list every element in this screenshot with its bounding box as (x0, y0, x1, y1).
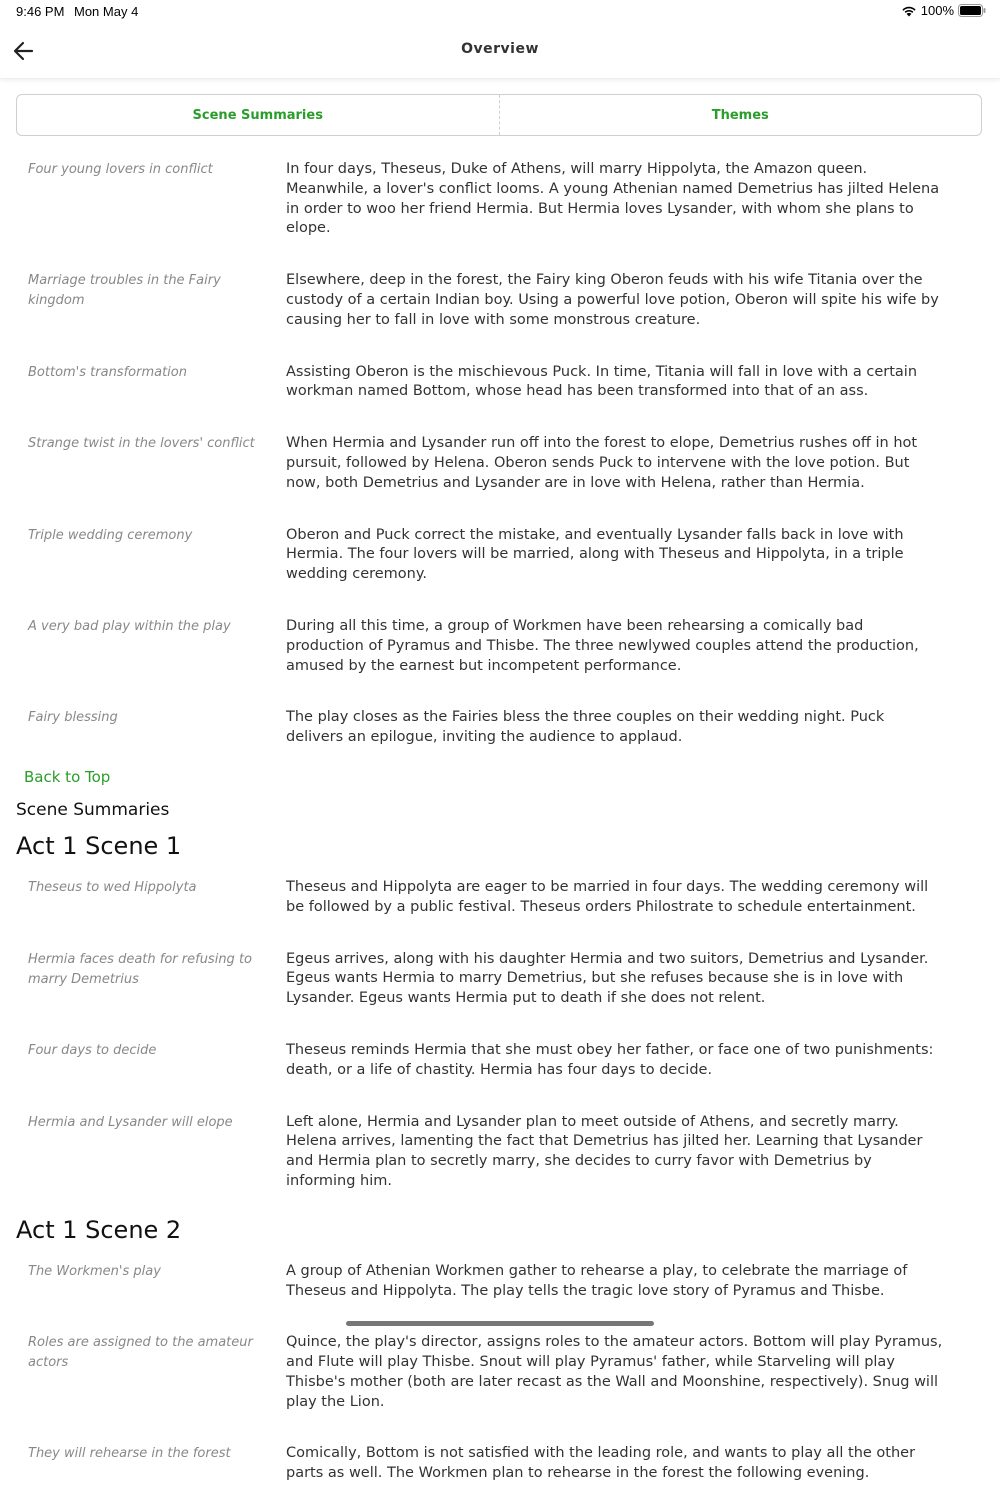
summary-label: Theseus to wed Hippolyta (28, 879, 197, 895)
summary-text: The play closes as the Fairies bless the three couples on their wedding night. Puck delivers an epilogue, inviting the audience to applaud. (286, 709, 885, 746)
summary-label: Four young lovers in conflict (28, 162, 213, 177)
summary-label: The Workmen's play (28, 1263, 161, 1279)
content (0, 150, 1000, 1506)
act1-scene2-list (0, 1252, 1000, 1484)
tab-scene-summaries[interactable]: Scene Summaries (192, 107, 323, 123)
overview-list (0, 150, 1000, 748)
summary-label: Hermia and Lysander will elope (28, 1114, 233, 1130)
status-date: Mon May 4 (74, 4, 139, 19)
act1-scene1-list (0, 868, 1000, 1192)
summary-label: They will rehearse in the forest (28, 1446, 231, 1462)
summary-text: Assisting Oberon is the mischievous Puck. In time, Titania will fall in love with a certain workman named Bottom, whose head has been transformed into that of an ass. (286, 363, 918, 400)
list-item (0, 1103, 1000, 1192)
summary-text: When Hermia and Lysander run off into the forest to elope, Demetrius rushes off in hot pursuit, followed by Helena. Oberon sends Puck to intervene with the love potion. But now, both Demetrius and Lysander are in love with Helena, rather than Hermia. (286, 435, 918, 491)
act-heading: Act 1 Scene 1 (16, 831, 182, 860)
list-item (0, 1031, 1000, 1081)
list-item (0, 1252, 1000, 1302)
back-to-top-link[interactable]: Back to Top (24, 767, 111, 786)
segmented-tabs (16, 94, 982, 136)
summary-label: Triple wedding ceremony (28, 527, 193, 543)
summary-label: Four days to decide (28, 1042, 157, 1058)
summary-text: Comically, Bottom is not satisfied with the leading role, and wants to play all the other parts as well. The Workmen plan to rehearse in the forest the following evening. (286, 1445, 916, 1482)
summary-text: Quince, the play's director, assigns roles to the amateur actors. Bottom will play Pyramus, and Flute will play Thisbe. Snout will play Pyramus' father, while Starveling will play Thisbe's mother (both are later recast as the Wall and Moonshine, respectively). Snug will play the Lion. (286, 1334, 943, 1410)
summary-label: Marriage troubles in the Fairy kingdom (28, 273, 221, 309)
battery-percent: 100% (920, 3, 954, 18)
status-time: 9:46 PM (16, 4, 65, 19)
summary-text: Elsewhere, deep in the forest, the Fairy king Oberon feuds with his wife Titania over the custody of a certain Indian boy. Using a powerful love potion, Oberon will spite his wife by causing her to fall in love with some monstrous creature. (286, 272, 939, 328)
summary-text: Theseus reminds Hermia that she must obey her father, or face one of two punishments: death, or a life of chastity. Hermia has four days to decide. (286, 1041, 934, 1078)
summary-text: Oberon and Puck correct the mistake, and eventually Lysander falls back in love with Hermia. The four lovers will be married, along with Theseus and Hippolyta, in a triple wedding ceremony. (286, 526, 904, 583)
list-item (0, 1323, 1000, 1412)
wifi-icon (901, 5, 917, 17)
list-item (0, 150, 1000, 239)
list-item (0, 607, 1000, 676)
list-item (0, 516, 1000, 585)
list-item (0, 353, 1000, 403)
navigation-bar (0, 24, 1000, 79)
summary-text: During all this time, a group of Workmen have been rehearsing a comically bad production of Pyramus and Thisbe. The three newlywed couples attend the production, amused by the earnest but incompetent performance. (286, 617, 919, 674)
summary-text: In four days, Theseus, Duke of Athens, will marry Hippolyta, the Amazon queen. Meanwhile, a lover's conflict looms. A young Athenian named Demetrius has jilted Helena in order to woo her friend Hermia. But Hermia loves Lysander, with whom she plans to elope. (286, 161, 940, 237)
list-item (0, 1434, 1000, 1484)
act-heading: Act 1 Scene 2 (16, 1215, 182, 1244)
tab-themes[interactable]: Themes (499, 95, 982, 135)
page-title: Overview (461, 41, 539, 57)
list-item (0, 261, 1000, 330)
summary-text: Left alone, Hermia and Lysander plan to meet outside of Athens, and secretly marry. Helena arrives, lamenting the fact that Demetrius has jilted her. Learning that Lysander and Hermia plan to secretly marry, she decides to curry favor with Demetrius by informing him. (286, 1113, 923, 1189)
list-item (0, 868, 1000, 918)
summary-label: Bottom's transformation (28, 364, 187, 380)
summary-text: A group of Athenian Workmen gather to rehearse a play, to celebrate the marriage of Theseus and Hippolyta. The play tells the tragic love story of Pyramus and Thisbe. (286, 1262, 908, 1299)
summary-label: Fairy blessing (28, 710, 118, 726)
status-indicators (901, 3, 986, 18)
list-item (0, 698, 1000, 748)
home-indicator[interactable] (346, 1321, 654, 1326)
list-item (0, 940, 1000, 1009)
summary-label: A very bad play within the play (28, 618, 231, 634)
summary-label: Strange twist in the lovers' conflict (28, 436, 255, 452)
section-title: Scene Summaries (16, 799, 170, 820)
status-bar (0, 0, 1000, 24)
summary-label: Roles are assigned to the amateur actors (28, 1335, 253, 1371)
battery-icon (958, 4, 986, 17)
summary-label: Hermia faces death for refusing to marry Demetrius (28, 951, 252, 987)
list-item (0, 424, 1000, 493)
summary-text: Theseus and Hippolyta are eager to be married in four days. The wedding ceremony will be followed by a public festival. Theseus orders Philostrate to schedule entertainment. (286, 878, 929, 915)
summary-text: Egeus arrives, along with his daughter Hermia and two suitors, Demetrius and Lysander. Egeus wants Hermia to marry Demetrius, but she refuses because she is in love with Lysander. Egeus wants Hermia put to death if she does not relent. (286, 950, 929, 1007)
